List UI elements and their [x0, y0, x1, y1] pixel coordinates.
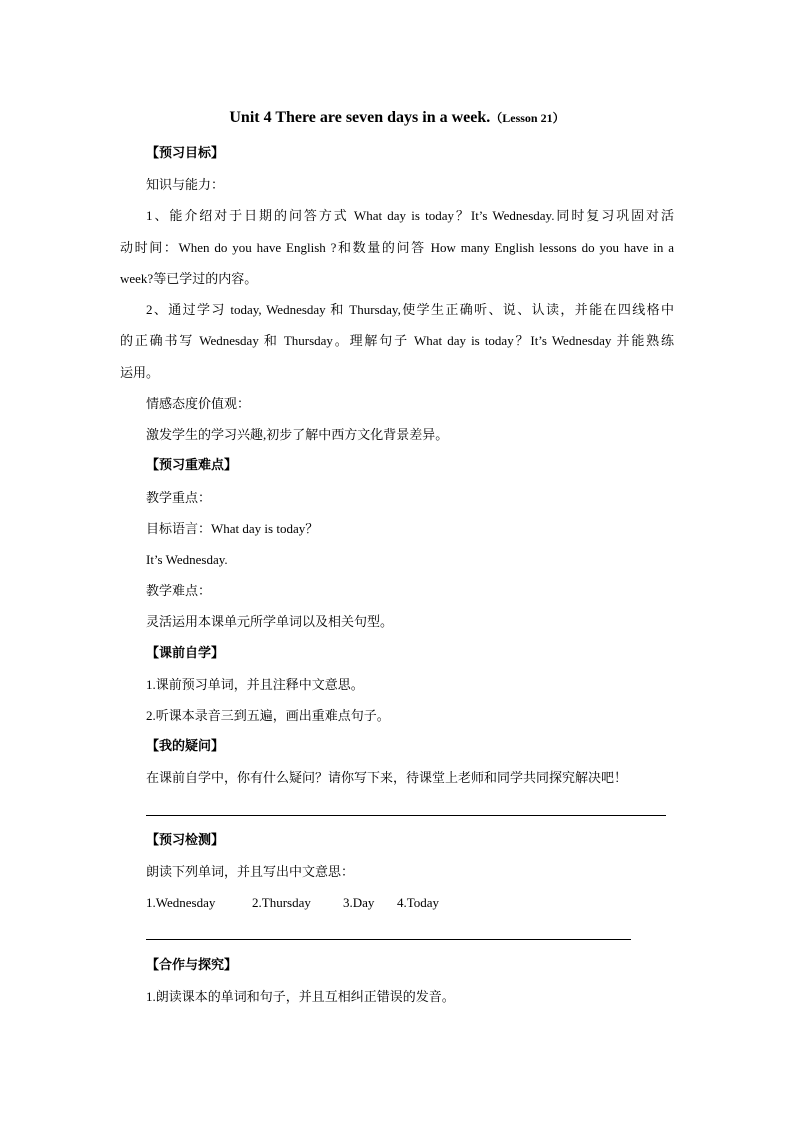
cooperation-item1: 1.朗读课本的单词和句子，并且互相纠正错误的发音。: [146, 989, 455, 1004]
page-title: [0, 108, 794, 128]
answer-line-questions: [146, 815, 666, 816]
objective-item2-line3: 运用。: [120, 365, 160, 380]
title-lesson: （Lesson 21）: [490, 111, 565, 125]
check-instruction: 朗读下列单词，并且写出中文意思：: [146, 864, 355, 879]
questions-prompt: 在课前自学中，你有什么疑问？请你写下来，待课堂上老师和同学共同探究解决吧！: [146, 770, 628, 785]
target-answer: It’s Wednesday.: [146, 552, 228, 567]
difficulty-text: 灵活运用本课单元所学单词以及相关句型。: [146, 614, 394, 629]
questions-heading: 【我的疑问】: [146, 739, 225, 754]
emotion-label: 情感态度价值观：: [146, 396, 251, 411]
check-word-2: 2.Thursday: [252, 895, 311, 910]
objective-item2-line1: 2、通过学习 today, Wednesday 和 Thursday,使学生正确听、说、认读，并能在四线格中: [146, 302, 674, 317]
difficulty-label: 教学难点：: [146, 583, 212, 598]
key-points-heading: 【预习重难点】: [146, 458, 238, 473]
cooperation-heading: 【合作与探究】: [146, 958, 238, 973]
objectives-heading: 【预习目标】: [146, 146, 225, 161]
title-main: Unit 4 There are seven days in a week.: [229, 109, 491, 126]
check-word-1: 1.Wednesday: [146, 895, 216, 910]
emotion-text: 激发学生的学习兴趣,初步了解中西方文化背景差异。: [146, 427, 449, 442]
objective-item1-line2: 动时间：When do you have English ?和数量的问答 How many English lessons do you have in a: [120, 240, 674, 255]
check-heading: 【预习检测】: [146, 833, 225, 848]
target-language: 目标语言：What day is today？: [146, 521, 319, 536]
knowledge-label: 知识与能力：: [146, 177, 225, 192]
answer-line-check: [146, 939, 631, 940]
self-study-heading: 【课前自学】: [146, 646, 225, 661]
objective-item1-line1: 1、能介绍对于日期的问答方式 What day is today？It’s Wednesday.同时复习巩固对活: [146, 208, 674, 223]
check-word-3: 3.Day: [343, 895, 375, 910]
check-word-4: 4.Today: [397, 895, 440, 910]
focus-label: 教学重点：: [146, 490, 212, 505]
objective-item2-line2: 的正确书写 Wednesday 和 Thursday。理解句子 What day is today？It’s Wednesday 并能熟练: [120, 333, 674, 348]
objective-item1-line3: week?等已学过的内容。: [120, 271, 258, 286]
self-study-item1: 1.课前预习单词，并且注释中文意思。: [146, 677, 364, 692]
self-study-item2: 2.听课本录音三到五遍，画出重难点句子。: [146, 708, 390, 723]
